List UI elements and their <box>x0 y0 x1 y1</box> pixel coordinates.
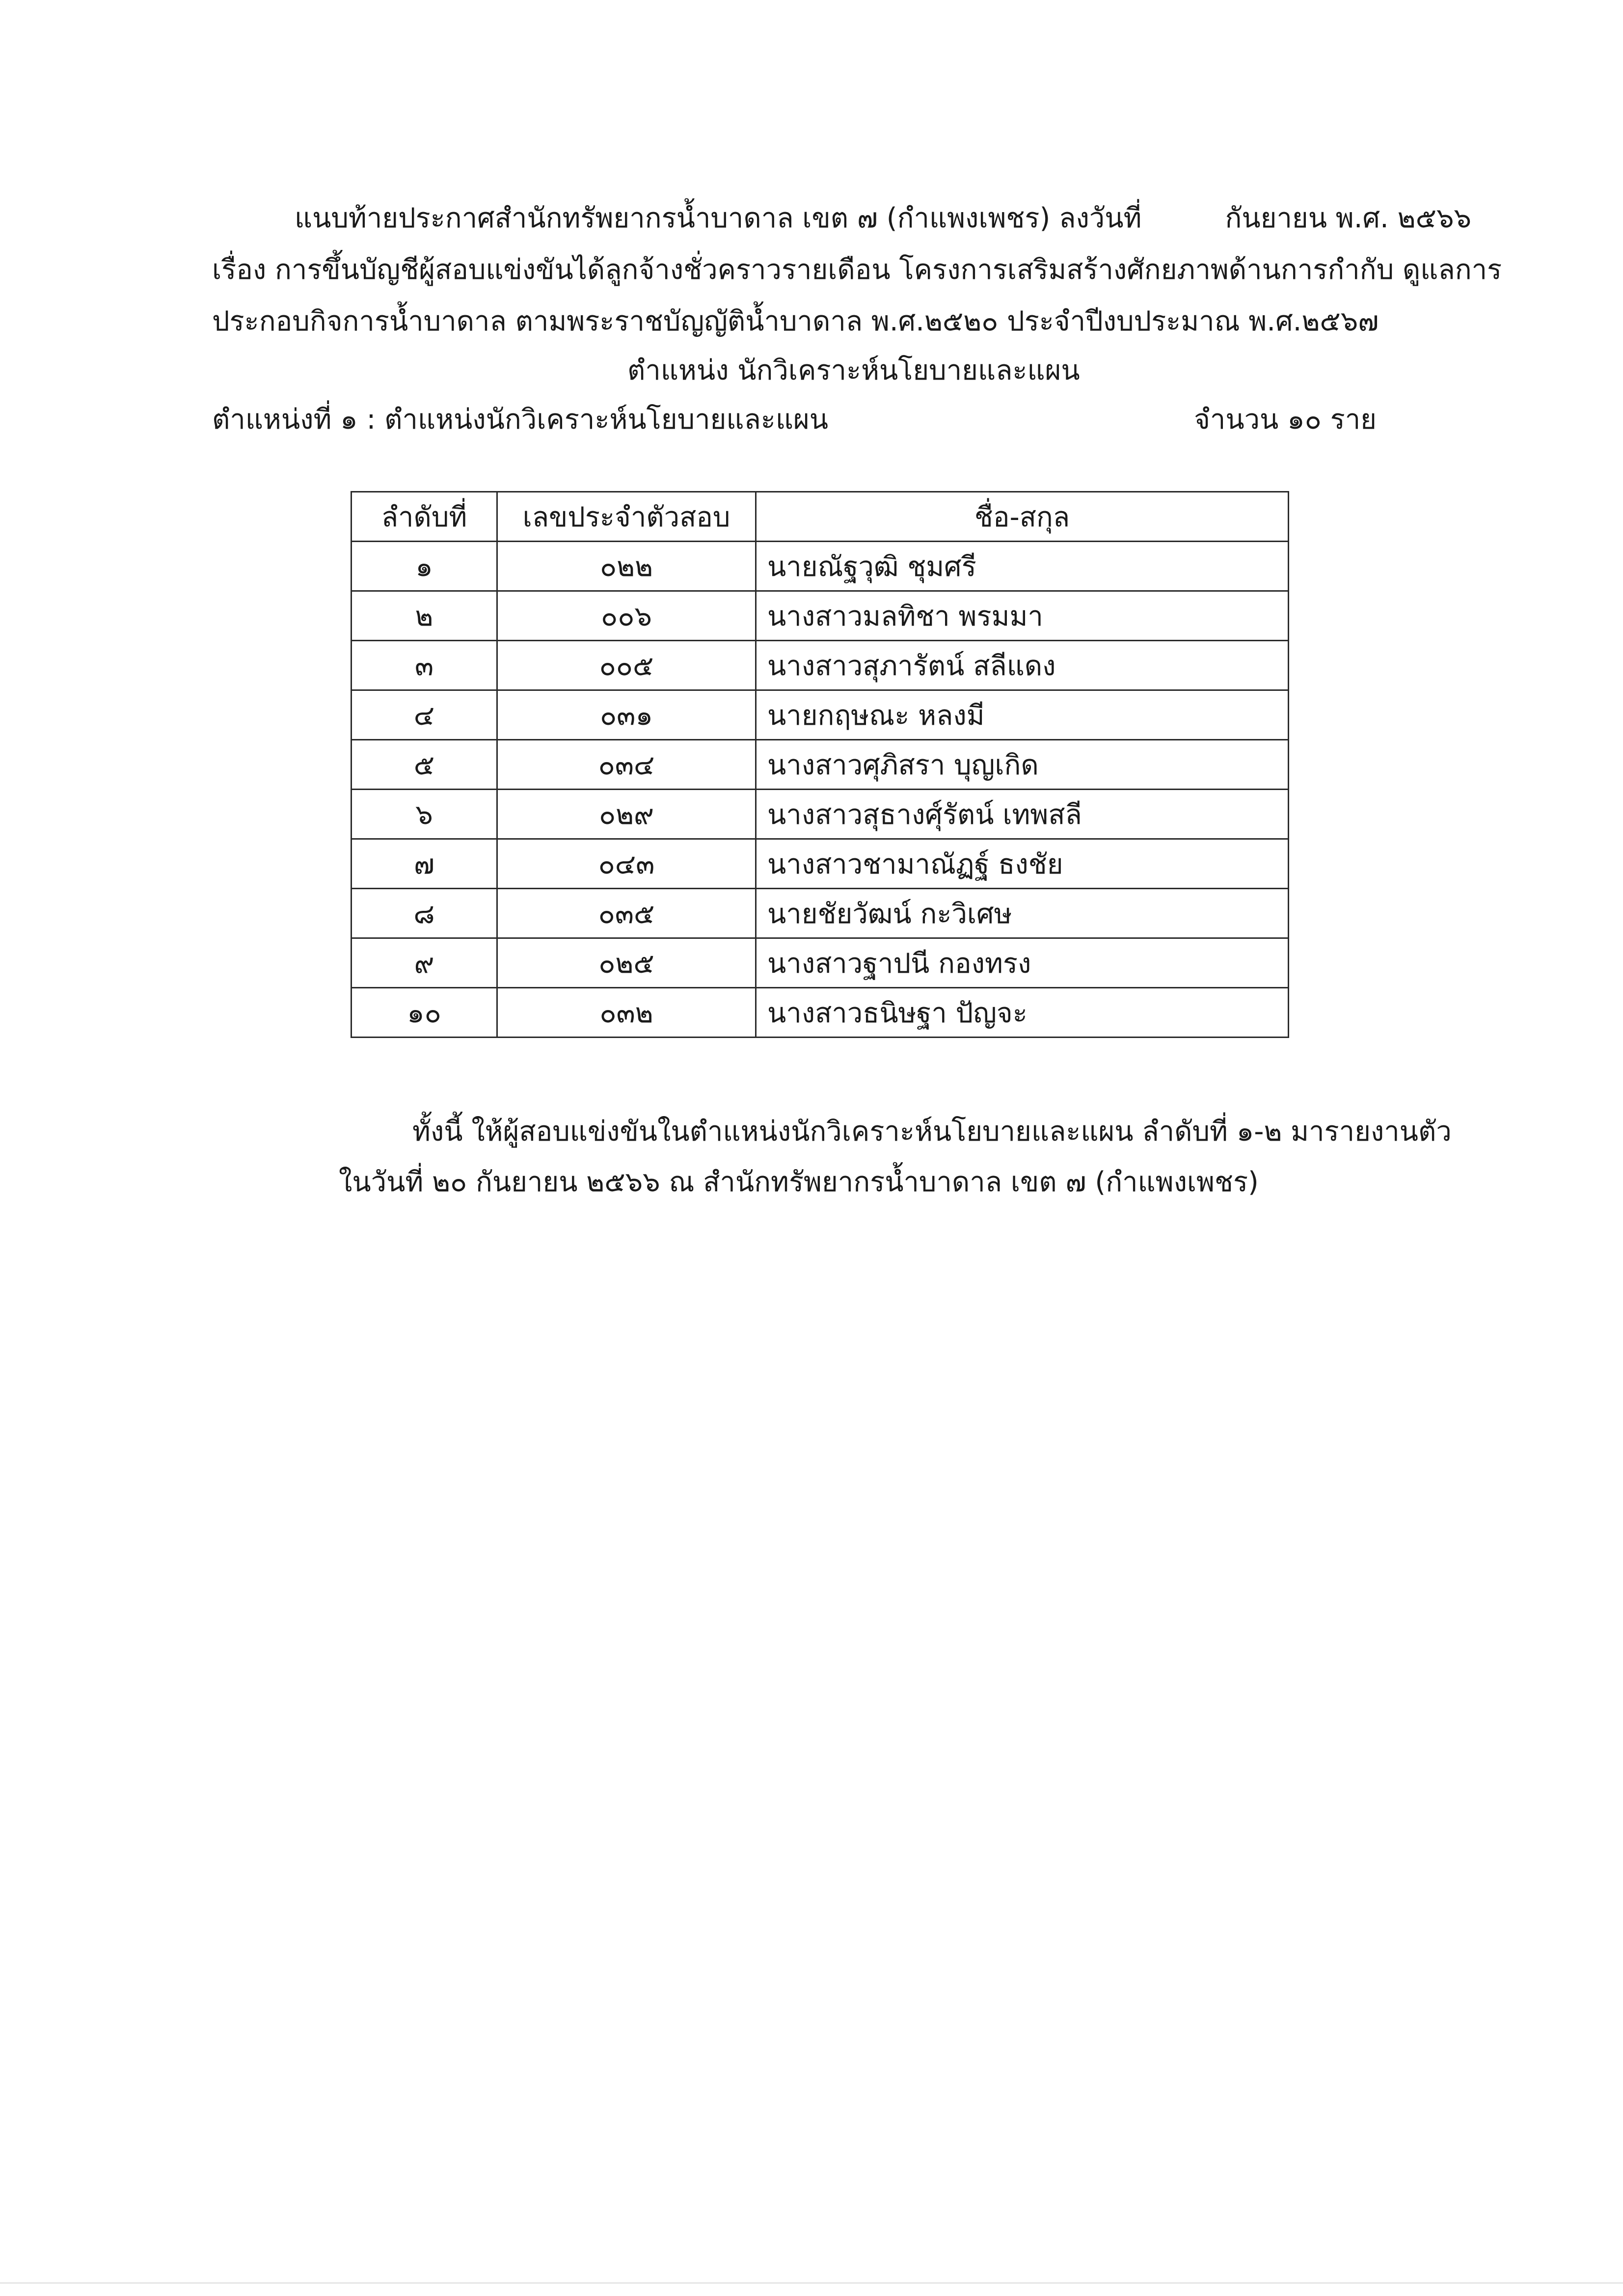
position-summary <box>212 400 1377 439</box>
table-row <box>352 641 1289 690</box>
position-count: จำนวน ๑๐ ราย <box>1194 404 1377 436</box>
row-no: ๖ <box>352 790 497 839</box>
header-exam-id: เลขประจำตัวสอบ <box>497 492 756 542</box>
row-name: นางสาวมลทิชา พรมมา <box>756 591 1289 641</box>
table-row <box>352 790 1289 839</box>
row-name: นายณัฐวุฒิ ชุมศรี <box>756 542 1289 591</box>
header-date: กันยายน พ.ศ. ๒๕๖๖ <box>1225 202 1472 234</box>
row-exam-id: ๐๐๖ <box>497 591 756 641</box>
row-name: นายกฤษณะ หลงมี <box>756 690 1289 740</box>
scan-edge-line <box>0 2282 1623 2284</box>
row-name: นางสาวชามาณัฏฐ์ ธงชัย <box>756 839 1289 889</box>
row-exam-id: ๐๒๕ <box>497 938 756 988</box>
header-line-1 <box>295 199 1471 238</box>
header-name: ชื่อ-สกุล <box>756 492 1289 542</box>
row-name: นายชัยวัฒน์ กะวิเศษ <box>756 889 1289 938</box>
row-name: นางสาวสุธางศุ์รัตน์ เทพสลี <box>756 790 1289 839</box>
footer-instruction-line-2: ในวันที่ ๒๐ กันยายน ๒๕๖๖ ณ สำนักทรัพยากรน้ำบาดาล เขต ๗ (กำแพงเพชร) <box>339 1166 1259 1198</box>
row-exam-id: ๐๒๙ <box>497 790 756 839</box>
row-name: นางสาวธนิษฐา ปัญจะ <box>756 988 1289 1038</box>
table-row <box>352 839 1289 889</box>
table-header-row <box>352 492 1289 542</box>
row-name: นางสาวศุภิสรา บุญเกิด <box>756 740 1289 790</box>
header-attachment-text: แนบท้ายประกาศสำนักทรัพยากรน้ำบาดาล เขต ๗ (กำแพงเพชร) ลงวันที่ <box>295 202 1142 234</box>
footer-instruction-line-1: ทั้งนี้ ให้ผู้สอบแข่งขันในตำแหน่งนักวิเคราะห์นโยบายและแผน ลำดับที่ ๑-๒ มารายงานตัว <box>412 1116 1452 1148</box>
row-no: ๙ <box>352 938 497 988</box>
row-no: ๕ <box>352 740 497 790</box>
table-row <box>352 938 1289 988</box>
row-no: ๒ <box>352 591 497 641</box>
table-row <box>352 591 1289 641</box>
table-row <box>352 740 1289 790</box>
position-label: ตำแหน่งที่ ๑ : ตำแหน่งนักวิเคราะห์นโยบายและแผน <box>212 404 829 436</box>
header-no: ลำดับที่ <box>352 492 497 542</box>
row-no: ๑๐ <box>352 988 497 1038</box>
row-exam-id: ๐๐๕ <box>497 641 756 690</box>
row-name: นางสาวสุภารัตน์ สลีแดง <box>756 641 1289 690</box>
row-exam-id: ๐๔๓ <box>497 839 756 889</box>
row-exam-id: ๐๒๒ <box>497 542 756 591</box>
header-subject-continuation: ประกอบกิจการน้ำบาดาล ตามพระราชบัญญัติน้ำบาดาล พ.ศ.๒๕๒๐ ประจำปีงบประมาณ พ.ศ.๒๕๖๗ <box>212 305 1379 337</box>
row-no: ๑ <box>352 542 497 591</box>
applicants-table <box>351 491 1289 1038</box>
row-no: ๗ <box>352 839 497 889</box>
header-position-title: ตำแหน่ง นักวิเคราะห์นโยบายและแผน <box>627 355 1080 386</box>
row-no: ๘ <box>352 889 497 938</box>
header-subject-line: เรื่อง การขึ้นบัญชีผู้สอบแข่งขันได้ลูกจ้างชั่วคราวรายเดือน โครงการเสริมสร้างศักยภาพด้านการกำกับ ดูแลการ <box>212 254 1502 286</box>
table-row <box>352 988 1289 1038</box>
table-row <box>352 889 1289 938</box>
row-exam-id: ๐๓๒ <box>497 988 756 1038</box>
row-no: ๓ <box>352 641 497 690</box>
row-exam-id: ๐๓๕ <box>497 889 756 938</box>
table-row <box>352 542 1289 591</box>
table-row <box>352 690 1289 740</box>
row-no: ๔ <box>352 690 497 740</box>
row-exam-id: ๐๓๔ <box>497 740 756 790</box>
row-name: นางสาวฐาปนี กองทรง <box>756 938 1289 988</box>
row-exam-id: ๐๓๑ <box>497 690 756 740</box>
